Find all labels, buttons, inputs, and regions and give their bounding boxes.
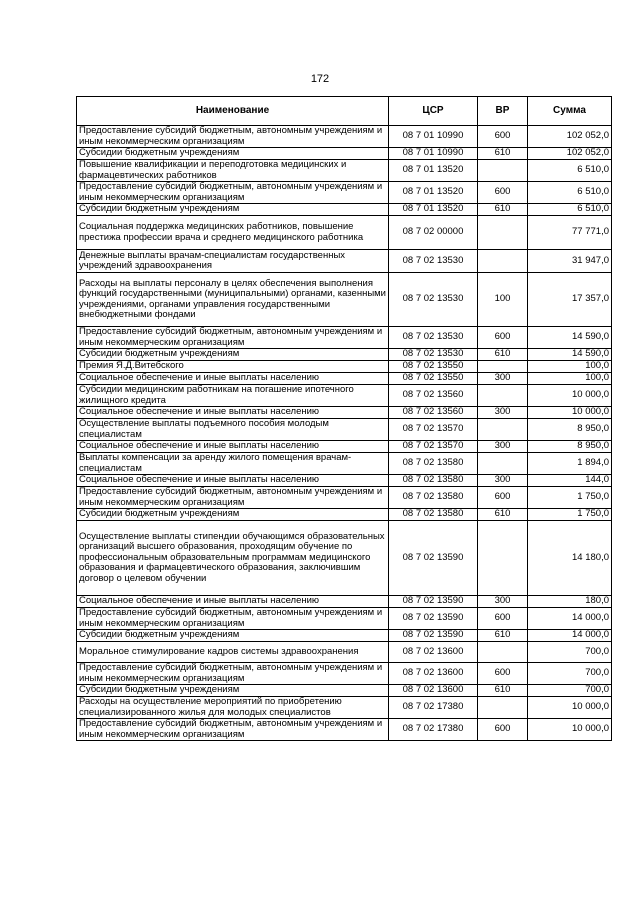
cell-vr: 300 [478,441,528,453]
cell-sum: 180,0 [528,596,612,608]
cell-sum: 14 590,0 [528,327,612,349]
cell-csr: 08 7 02 17380 [389,719,478,741]
cell-vr: 600 [478,182,528,204]
cell-sum: 1 750,0 [528,509,612,521]
cell-vr: 600 [478,663,528,685]
cell-vr: 300 [478,373,528,385]
table-row [77,608,612,630]
table-row [77,349,612,361]
cell-vr [478,385,528,407]
cell-sum: 144,0 [528,475,612,487]
cell-vr: 610 [478,148,528,160]
cell-csr: 08 7 02 13600 [389,663,478,685]
cell-csr: 08 7 01 13520 [389,182,478,204]
table-row [77,509,612,521]
table-row [77,697,612,719]
cell-name: Осуществление выплаты подъемного пособия молодым специалистам [77,419,389,441]
cell-name: Выплаты компенсации за аренду жилого помещения врачам-специалистам [77,453,389,475]
cell-name: Предоставление субсидий бюджетным, автономным учреждениям и иным некоммерческим организациям [77,719,389,741]
cell-sum: 100,0 [528,361,612,373]
cell-sum: 8 950,0 [528,419,612,441]
table-row [77,719,612,741]
cell-name: Социальное обеспечение и иные выплаты населению [77,596,389,608]
page-number: 172 [310,73,330,85]
cell-name: Повышение квалификации и переподготовка медицинских и фармацевтических работников [77,160,389,182]
cell-name: Расходы на осуществление мероприятий по приобретению специализированного жилья для молодых специалистов [77,697,389,719]
cell-csr: 08 7 02 13530 [389,349,478,361]
cell-name: Моральное стимулирование кадров системы здравоохранения [77,642,389,663]
table-row [77,182,612,204]
cell-vr [478,419,528,441]
cell-name: Субсидии бюджетным учреждениям [77,349,389,361]
cell-vr: 600 [478,487,528,509]
cell-csr: 08 7 02 13570 [389,441,478,453]
budget-table [76,96,612,741]
cell-csr: 08 7 02 13590 [389,521,478,596]
cell-name: Премия Я.Д.Витебского [77,361,389,373]
cell-sum: 6 510,0 [528,182,612,204]
table-row [77,204,612,216]
cell-csr: 08 7 02 13580 [389,453,478,475]
table-row [77,407,612,419]
table-row [77,385,612,407]
cell-csr: 08 7 02 13530 [389,250,478,273]
cell-csr: 08 7 02 13600 [389,642,478,663]
cell-csr: 08 7 02 00000 [389,216,478,250]
cell-vr: 600 [478,126,528,148]
table-row [77,373,612,385]
cell-sum: 700,0 [528,685,612,697]
cell-csr: 08 7 02 13600 [389,685,478,697]
cell-sum: 31 947,0 [528,250,612,273]
cell-csr: 08 7 02 13590 [389,596,478,608]
cell-sum: 10 000,0 [528,697,612,719]
cell-name: Субсидии бюджетным учреждениям [77,148,389,160]
cell-name: Субсидии бюджетным учреждениям [77,630,389,642]
cell-name: Предоставление субсидий бюджетным, автономным учреждениям и иным некоммерческим организациям [77,327,389,349]
cell-sum: 1 894,0 [528,453,612,475]
cell-vr [478,453,528,475]
cell-csr: 08 7 01 10990 [389,126,478,148]
cell-sum: 14 000,0 [528,608,612,630]
cell-name: Социальное обеспечение и иные выплаты населению [77,475,389,487]
table-body [77,126,612,741]
cell-csr: 08 7 02 13550 [389,361,478,373]
header-name: Наименование [77,97,389,126]
cell-sum: 102 052,0 [528,126,612,148]
table-row [77,160,612,182]
table-row [77,126,612,148]
header-vr: ВР [478,97,528,126]
cell-csr: 08 7 01 13520 [389,204,478,216]
cell-sum: 10 000,0 [528,407,612,419]
cell-vr: 600 [478,719,528,741]
cell-csr: 08 7 02 13590 [389,630,478,642]
cell-sum: 14 000,0 [528,630,612,642]
cell-name: Предоставление субсидий бюджетным, автономным учреждениям и иным некоммерческим организациям [77,663,389,685]
table-row [77,327,612,349]
cell-name: Субсидии бюджетным учреждениям [77,204,389,216]
cell-vr [478,642,528,663]
table-row [77,521,612,596]
cell-vr [478,216,528,250]
cell-sum: 1 750,0 [528,487,612,509]
table-row [77,487,612,509]
cell-name: Социальное обеспечение и иные выплаты населению [77,441,389,453]
cell-sum: 17 357,0 [528,273,612,327]
cell-csr: 08 7 02 13550 [389,373,478,385]
table-row [77,663,612,685]
cell-name: Субсидии бюджетным учреждениям [77,509,389,521]
cell-sum: 6 510,0 [528,160,612,182]
cell-csr: 08 7 02 13560 [389,385,478,407]
cell-csr: 08 7 01 13520 [389,160,478,182]
cell-vr: 610 [478,204,528,216]
cell-sum: 14 180,0 [528,521,612,596]
cell-name: Социальная поддержка медицинских работников, повышение престижа профессии врача и среднего медицинского работника [77,216,389,250]
table-row [77,642,612,663]
cell-name: Расходы на выплаты персоналу в целях обеспечения выполнения функций государственными (муниципальными) органами, казенными учреждениями, органами управления государственными внебюджетными фондами [77,273,389,327]
table-row [77,596,612,608]
cell-vr [478,697,528,719]
cell-sum: 102 052,0 [528,148,612,160]
cell-vr: 300 [478,596,528,608]
cell-sum: 700,0 [528,642,612,663]
cell-csr: 08 7 02 13580 [389,509,478,521]
header-csr: ЦСР [389,97,478,126]
table-row [77,216,612,250]
cell-vr: 610 [478,685,528,697]
cell-name: Предоставление субсидий бюджетным, автономным учреждениям и иным некоммерческим организациям [77,487,389,509]
cell-csr: 08 7 02 13590 [389,608,478,630]
header-sum: Сумма [528,97,612,126]
cell-csr: 08 7 02 17380 [389,697,478,719]
table-header-row [77,97,612,126]
cell-name: Социальное обеспечение и иные выплаты населению [77,407,389,419]
cell-csr: 08 7 02 13560 [389,407,478,419]
cell-vr [478,521,528,596]
cell-sum: 14 590,0 [528,349,612,361]
table-row [77,419,612,441]
cell-sum: 100,0 [528,373,612,385]
cell-vr: 610 [478,349,528,361]
cell-vr [478,361,528,373]
cell-vr: 100 [478,273,528,327]
cell-vr [478,250,528,273]
cell-sum: 77 771,0 [528,216,612,250]
cell-vr: 610 [478,509,528,521]
table-row [77,250,612,273]
cell-csr: 08 7 02 13580 [389,487,478,509]
cell-sum: 8 950,0 [528,441,612,453]
cell-name: Осуществление выплаты стипендии обучающимся образовательных организаций высшего образования, проходящим обучение по профессиональным образовательным программам медицинского образования и фармацевтического образования, заключившим договор о целевом обучении [77,521,389,596]
cell-sum: 10 000,0 [528,719,612,741]
cell-name: Субсидии бюджетным учреждениям [77,685,389,697]
table-row [77,361,612,373]
cell-csr: 08 7 02 13530 [389,327,478,349]
table-row [77,685,612,697]
cell-name: Социальное обеспечение и иные выплаты населению [77,373,389,385]
table-row [77,441,612,453]
cell-name: Предоставление субсидий бюджетным, автономным учреждениям и иным некоммерческим организациям [77,182,389,204]
cell-vr [478,160,528,182]
cell-sum: 6 510,0 [528,204,612,216]
cell-vr: 610 [478,630,528,642]
cell-csr: 08 7 02 13530 [389,273,478,327]
cell-sum: 10 000,0 [528,385,612,407]
cell-csr: 08 7 02 13570 [389,419,478,441]
cell-name: Предоставление субсидий бюджетным, автономным учреждениям и иным некоммерческим организациям [77,608,389,630]
cell-name: Денежные выплаты врачам-специалистам государственных учреждений здравоохранения [77,250,389,273]
cell-csr: 08 7 01 10990 [389,148,478,160]
cell-name: Предоставление субсидий бюджетным, автономным учреждениям и иным некоммерческим организациям [77,126,389,148]
cell-vr: 600 [478,608,528,630]
table-row [77,453,612,475]
cell-sum: 700,0 [528,663,612,685]
cell-vr: 300 [478,407,528,419]
table-row [77,630,612,642]
table-row [77,148,612,160]
table-row [77,475,612,487]
cell-vr: 300 [478,475,528,487]
cell-vr: 600 [478,327,528,349]
table-row [77,273,612,327]
cell-csr: 08 7 02 13580 [389,475,478,487]
cell-name: Субсидии медицинским работникам на погашение ипотечного жилищного кредита [77,385,389,407]
